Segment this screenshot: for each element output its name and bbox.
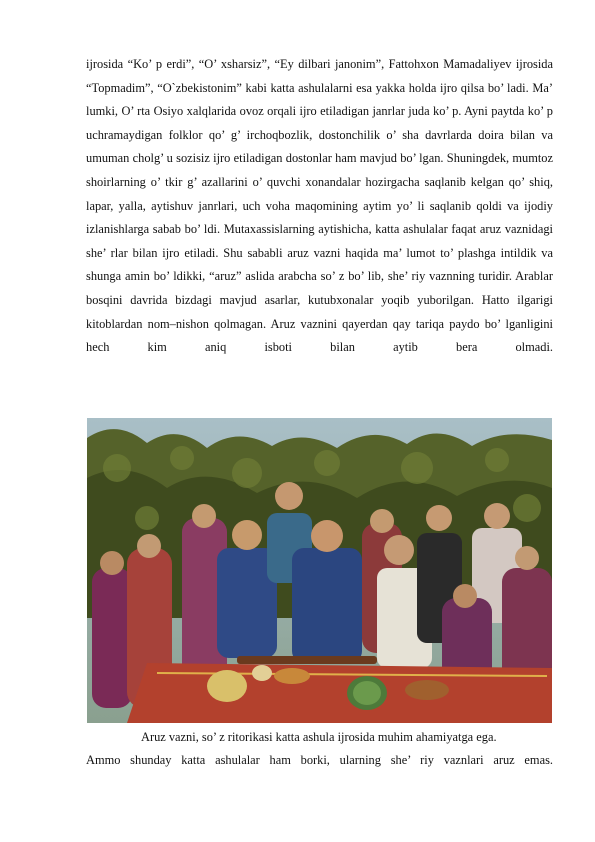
group-photo — [87, 418, 552, 723]
body-paragraph-2: Ammo shunday katta ashulalar ham borki, ularning she’ riy vaznlari aruz emas. — [86, 753, 553, 767]
photo-caption: Aruz vazni, so’ z ritorikasi katta ashula ijrosida muhim ahamiyatga ega. — [141, 730, 497, 744]
document-page — [86, 53, 553, 383]
body-paragraph-1: ijrosida “Ko’ p erdi”, “O’ xsharsiz”, “Ey dilbari janonim”, Fattohxon Mamadaliyev ijrosida “Topmadim”, “O`zbekistonim” kabi katta ashulalarni esa yakka holda ijro qilsa bo’ ladi. Ma’ lumki, O’ rta Osiyo xalqlarida ovoz orqali ijro etiladigan janrlar juda ko’ p. Ayni paytda ko’ p uchramaydigan folklor qo’ g’ irchoqbozlik, dostonchilik o’ sha davrlarda doira bilan va umuman cholg’ u sozisiz ijro etiladigan dostonlar ham mavjud bo’ lgan. Shuningdek, mumtoz shoirlarning o’ tkir g’ azallarini o’ quvchi xonandalar hozirgacha saqlanib kelgan qo’ shiq, lapar, yalla, aytishuv janrlari, uch voha maqomining aytim yo’ li saqlanib qoldi va ijodiy izlanishlarga sabab bo’ ldi. Mutaxassislarning aytishicha, katta ashulalar faqat aruz vaznidagi she’ rlar bilan ijro etiladi. Shu sababli aruz vazni haqida ma’ lumot to’ plashga intildik va shunga amin bo’ ldikki, “aruz” aslida arabcha so’ z bo’ lib, she’ riy vaznning turidir. Arablar bosqini davrida bizdagi mavjud asarlar, kutubxonalar yoqib yuborilgan. Hatto ilgarigi kitoblardan nom–nishon qolmagan. Aruz vaznini qayerdan qay tariqa paydo bo’ lganligini hech kim aniq isboti bilan aytib bera olmadi. — [86, 57, 553, 355]
group-photo-icon — [87, 418, 552, 723]
